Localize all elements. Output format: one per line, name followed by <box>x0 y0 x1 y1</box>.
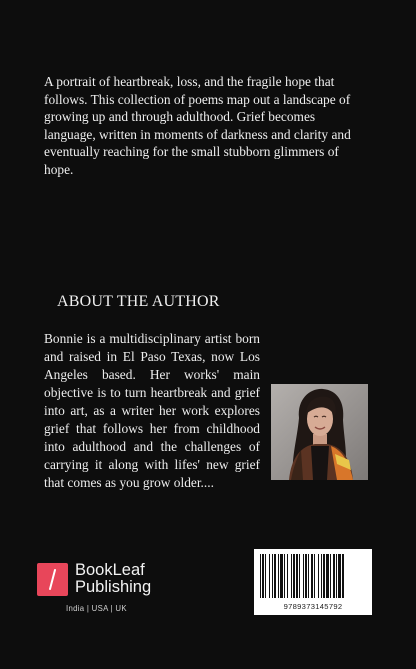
author-photo <box>271 384 368 480</box>
publisher-name-line2: Publishing <box>75 578 152 596</box>
about-author-heading: ABOUT THE AUTHOR <box>57 293 220 310</box>
publisher-regions: India | USA | UK <box>66 604 127 613</box>
publisher-name-line1: BookLeaf <box>75 561 145 579</box>
book-blurb: A portrait of heartbreak, loss, and the fragile hope that follows. This collection of poems map out a landscape of growing up and through adulthood. Grief becomes language, written in moments of darkness and clarity and eventually reaching for the small stubborn glimmers of hope. <box>44 74 351 177</box>
publisher-name <box>75 562 151 596</box>
publisher-logo <box>37 562 177 612</box>
author-bio: Bonnie is a multidisciplinary artist born and raised in El Paso Texas, now Los Angeles based. Her works' main objective is to turn heartbreak and grief into art, as a writer her work explores grief that follows her from childhood into adulthood and the challenges of carrying it along with lifes' new grief that comes as you grow older.... <box>44 331 260 491</box>
isbn-barcode <box>254 549 372 615</box>
slash-icon <box>37 563 68 596</box>
barcode-icon <box>254 549 372 601</box>
author-portrait-icon <box>271 384 368 480</box>
bookleaf-mark-icon <box>37 563 68 596</box>
isbn-number: 9789373145792 <box>283 602 343 611</box>
